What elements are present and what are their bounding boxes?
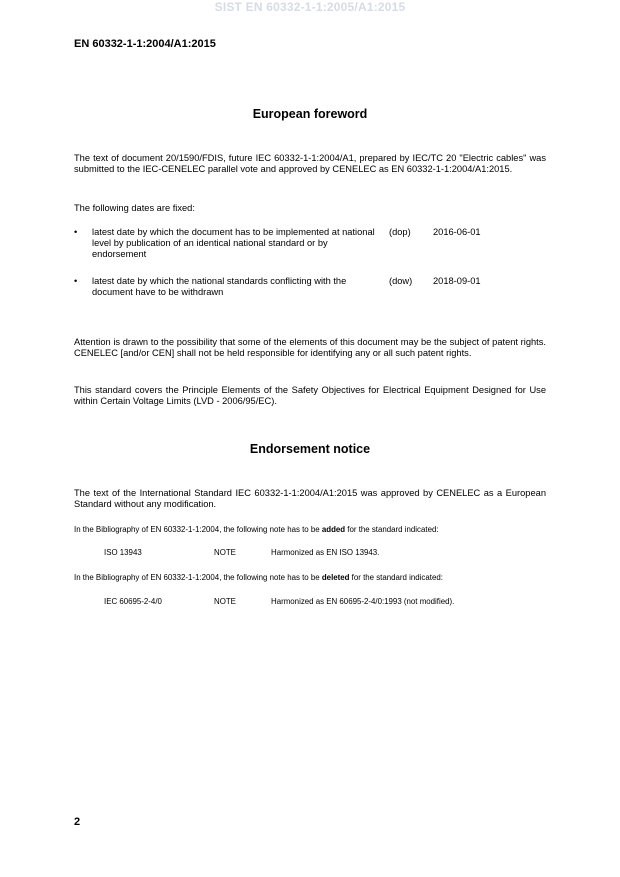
dates-intro: The following dates are fixed:: [74, 203, 195, 213]
scope-statement: This standard covers the Principle Elements of the Safety Objectives for Electrical Equipment Designed for Use within Certain Voltage Limits (LVD - 2006/95/EC).: [74, 385, 546, 406]
added-note-instruction: In the Bibliography of EN 60332-1-1:2004, the following note has to be added for the standard indicated:: [74, 525, 439, 534]
dow-code: (dow): [389, 276, 413, 286]
deleted-note-label: NOTE: [214, 597, 236, 606]
deleted-keyword: deleted: [321, 573, 350, 582]
deleted-standard: IEC 60695-2-4/0: [104, 597, 162, 606]
endorsement-text: The text of the International Standard IEC 60332-1-1:2004/A1:2015 was approved by CENELEC as a European Standard without any modification.: [74, 488, 546, 509]
bullet-icon: •: [74, 227, 78, 237]
european-foreword-heading: European foreword: [252, 107, 368, 121]
document-id: EN 60332-1-1:2004/A1:2015: [74, 38, 216, 50]
added-standard: ISO 13943: [104, 548, 142, 557]
dow-date: 2018-09-01: [433, 276, 481, 286]
bullet-icon: •: [74, 276, 78, 286]
dow-description: latest date by which the national standards conflicting with the document have to be withdrawn: [92, 276, 347, 297]
endorsement-notice-heading: Endorsement notice: [249, 442, 371, 456]
patent-notice: Attention is drawn to the possibility that some of the elements of this document may be the subject of patent rights. CENELEC [and/or CEN] shall not be held responsible for identifying any or all such patent rights.: [74, 337, 546, 358]
dop-description: latest date by which the document has to be implemented at national level by publication of an identical national standard or by endorsement: [92, 227, 375, 259]
page-number: 2: [74, 816, 81, 828]
foreword-intro: The text of document 20/1590/FDIS, future IEC 60332-1-1:2004/A1, prepared by IEC/TC 20 "Electric cables" was submitted to the IEC-CENELEC parallel vote and approved by CENELEC as EN 60332-1-1:2004/A1:2015.: [74, 153, 546, 174]
added-note-text: Harmonized as EN ISO 13943.: [271, 548, 380, 557]
watermark: SIST EN 60332-1-1:2005/A1:2015: [214, 0, 406, 14]
dop-date: 2016-06-01: [433, 227, 481, 237]
dop-code: (dop): [389, 227, 411, 237]
deleted-note-instruction: In the Bibliography of EN 60332-1-1:2004, the following note has to be deleted for the standard indicated:: [74, 573, 443, 582]
deleted-note-text: Harmonized as EN 60695-2-4/0:1993 (not modified).: [271, 597, 455, 606]
added-note-label: NOTE: [214, 548, 236, 557]
added-keyword: added: [321, 525, 346, 534]
